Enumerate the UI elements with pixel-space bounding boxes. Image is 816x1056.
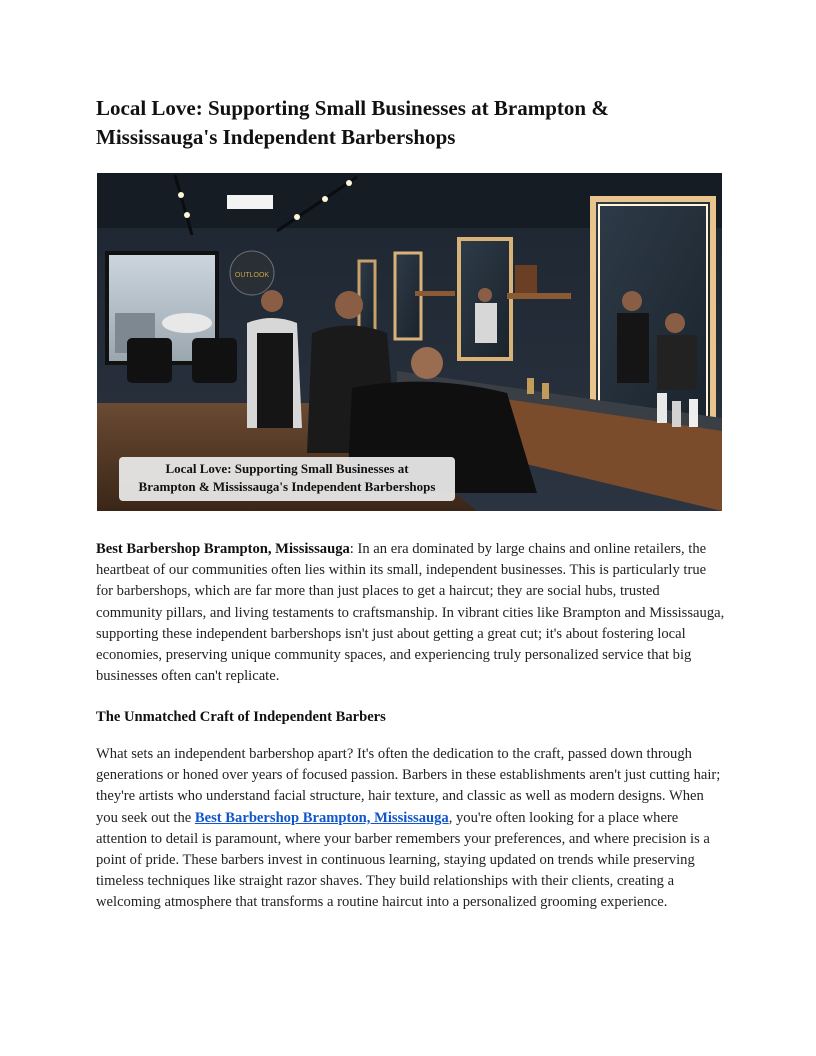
logo-text: OUTLOOK (234, 272, 270, 279)
hero-caption (119, 457, 455, 501)
intro-lead: Best Barbershop Brampton, Mississauga (96, 541, 350, 557)
hero-caption-line1: Local Love: Supporting Small Businesses at (165, 461, 409, 476)
section-text-after-link: , you're often looking for a place where attention to detail is paramount, where your barber remembers your preferences, and where precision is a point of pride. These barbers invest in continuous learning, staying updated on trends while preserving timeless techniques like straight razor shaves. They build relationships with their clients, creating a welcoming atmosphere that transforms a routine haircut into a personalized grooming experience. (96, 809, 710, 911)
intro-paragraph (96, 539, 726, 687)
section-paragraph (96, 744, 726, 914)
barbershop-link[interactable]: Best Barbershop Brampton, Mississauga (194, 809, 449, 826)
page-title: Local Love: Supporting Small Businesses at Brampton & Mississauga's Independent Barbershops (96, 96, 609, 149)
hero-caption-line2: Brampton & Mississauga's Independent Barbershops (138, 479, 436, 494)
section-heading: The Unmatched Craft of Independent Barbers (96, 709, 386, 725)
intro-text: : In an era dominated by large chains and online retailers, the heartbeat of our communities often lies within its small, independent businesses. This is particularly true for barbershops, which are far more than just places to get a haircut; they are social hubs, trusted community pillars, and living testaments to craftsmanship. In vibrant cities like Brampton and Mississauga, supporting these independent barbershops isn't just about getting a great cut; it's about fostering local economies, preserving unique community spaces, and experiencing truly personalized service that big businesses often can't replicate. (96, 541, 725, 685)
section-text-before-link: What sets an independent barbershop apart? It's often the dedication to the craft, passed down through generations or honed over years of focused passion. Barbers in these establishments aren't just cutting hair; they're artists who understand facial structure, hair texture, and classic as well as modern designs. When you seek out the (96, 746, 721, 826)
